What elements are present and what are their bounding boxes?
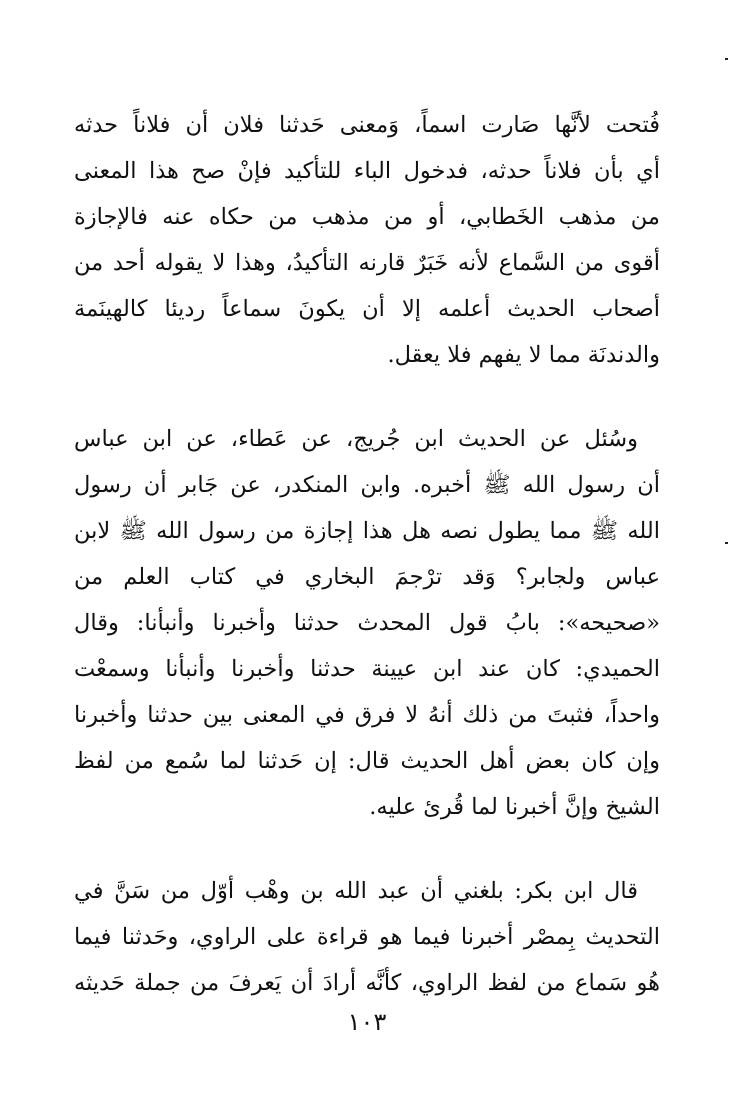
text-line: أي بأن فلاناً حدثه، فدخول الباء للتأكيد فإنْ صح هذا المعنى <box>74 158 660 184</box>
text-line: وإن كان بعض أهل الحديث قال: إن حَدثنا لما سُمع من لفظ <box>74 748 660 774</box>
paragraph-1 <box>74 102 660 378</box>
text-line: «صحيحه»: بابُ قول المحدث حدثنا وأخبرنا وأنبأنا: وقال <box>74 610 660 636</box>
text-line: الشيخ وإنَّ أخبرنا لما قُرئ عليه. <box>369 794 660 820</box>
paragraph-2 <box>74 416 660 830</box>
text-line: هُو سَماع من لفظ الراوي، كأنَّه أرادَ أن يَعرفَ من جملة حَديثه <box>74 970 660 996</box>
text-line: قال ابن بكر: بلغني أن عبد الله بن وهْب أوّل من سَنَّ في <box>74 878 638 904</box>
page-number: ١٠٣ <box>347 1008 387 1036</box>
text-line: والدندنَة مما لا يفهم فلا يعقل. <box>387 342 660 368</box>
paragraph-3 <box>74 868 660 1006</box>
text-line: فُتحت لأنَّها صَارت اسماً، وَمعنى حَدثنا فلان أن فلاناً حدثه <box>74 112 660 138</box>
text-line: الحميدي: كان عند ابن عيينة حدثنا وأخبرنا وأنبأنا وسمعْت <box>74 656 660 682</box>
text-line: التحديث بِمصْر أخبرنا فيما هو قراءة على الراوي، وحَدثنا فيما <box>74 924 660 950</box>
text-line: عباس ولجابر؟ وَقد ترْجمَ البخاري في كتاب العلم من <box>74 564 660 590</box>
text-line: الله ﷺ مما يطول نصه هل هذا إجازة من رسول الله ﷺ لابن <box>74 518 660 544</box>
text-line: وسُئل عن الحديث ابن جُريج، عن عَطاء، عن ابن عباس <box>74 426 638 452</box>
scan-speck <box>725 542 728 544</box>
text-line: أن رسول الله ﷺ أخبره. وابن المنكدر، عن جَابر أن رسول <box>74 472 660 498</box>
text-line: أصحاب الحديث أعلمه إلا أن يكونَ سماعاً رديئا كالهينَمة <box>74 296 660 322</box>
text-line: أقوى من السَّماع لأنه خَبَرٌ قارنه التأكيدُ، وهذا لا يقوله أحد من <box>74 250 660 276</box>
scan-speck <box>725 58 728 60</box>
text-line: واحداً، فثبتَ من ذلك أنهُ لا فرق في المعنى بين حدثنا وأخبرنا <box>74 702 660 728</box>
text-line: من مذهب الخَطابي، أو من مذهب من حكاه عنه فالإجازة <box>74 204 660 230</box>
